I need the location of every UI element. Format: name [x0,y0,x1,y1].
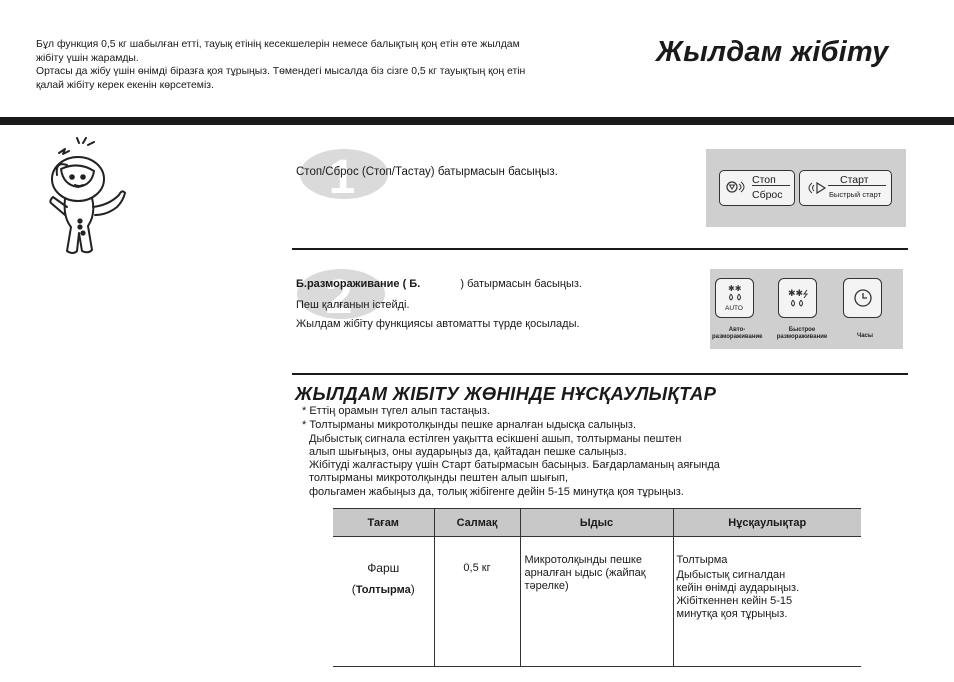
step1-instruction: Стоп/Сброс (Стоп/Тастау) батырмасын басыңыз. [296,166,558,178]
column-header-weight: Салмақ [434,509,520,537]
svg-text:✱✱: ✱✱ [728,284,742,293]
guide-line: толтырманы микротолқынды пештен алып шығып, [309,472,569,484]
step2-instruction [296,278,582,290]
stop-icon [726,180,748,194]
column-header-dish: Ыдыс [520,509,673,537]
quick-start-label: Быстрый старт [829,190,882,199]
instructions-cell: Толтырма Дыбыстық сигналдан кейін өнімді аударыңыз. Жібіткеннен кейін 5-15 минутқа қоя тұрыңыз. [673,537,861,667]
quick-defrost-button[interactable] [778,278,817,318]
step-number-2-badge [293,268,389,320]
clock-button[interactable] [843,278,882,318]
weight-cell: 0,5 кг [434,537,520,667]
guide-title: ЖЫЛДАМ ЖІБІТУ ЖӨНІНДЕ НҰСҚАУЛЫҚТАР [295,383,717,404]
auto-key-label: AUTO [725,305,743,312]
start-button[interactable] [799,170,892,206]
section-divider [292,373,908,375]
start-label: Старт [840,174,869,186]
intro-line: жібіту үшін жарамды. [36,52,139,64]
auto-defrost-button[interactable] [715,278,754,318]
table-header-row [333,509,861,537]
mascot-icon [45,137,155,262]
step2-note: Жылдам жібіту функциясы автоматты түрде қосылады. [296,318,580,330]
defrost-abbrev: ( Б. [402,278,421,290]
guide-line: * Толтырманы микротолқынды пешке арналған ыдысқа салыңыз. [302,419,637,431]
dish-cell: Микротолқынды пешке арналған ыдыс (жайпақ тәрелке) [520,537,673,667]
snowflake-lightning-icon [786,287,812,309]
table-row [333,537,861,667]
column-header-food: Тағам [333,509,434,537]
quick-defrost-label: Быстрое размораживание [776,327,828,340]
defrost-button-name: Б.размораживание [296,278,400,290]
intro-line: Бұл функция 0,5 кг шабылған етті, тауық етінің кесекшелерін немесе балықтың қоң етін өте жылдам [36,39,520,50]
guide-line: Жібітуді жалғастыру үшін Старт батырмасын басыңыз. Бағдарламаның аяғында [309,459,720,471]
svg-text:✱✱: ✱✱ [788,289,804,299]
defrost-table [333,508,861,667]
guide-line: Дыбыстық сигнала естілген уақытта есікшені ашып, толтырманы пештен [309,433,682,445]
step-number: 1 [328,151,356,200]
guide-line: фольгамен жабыңыз да, толық жібігенге дейін 5-15 минутқа қоя тұрыңыз. [309,486,684,498]
intro-text [36,38,636,92]
guide-line: * Еттің орамын түгел алып тастаңыз. [302,405,490,417]
step2-instruction-rest: ) батырмасын басыңыз. [460,278,582,290]
clock-label: Часы [856,333,873,339]
stop-reset-button[interactable] [719,170,795,206]
page-title: Жылдам жібіту [656,36,889,68]
clock-icon [853,288,873,308]
snowflake-drop-icon [724,283,746,303]
intro-line: Ортасы да жібу үшін өнімді біразға қоя тұрыңыз. Төмендегі мысалда біз сізге 0,5 кг тауықтың қоң етін [36,66,526,77]
reset-label: Сброс [752,189,783,201]
start-icon [805,181,827,195]
control-panel-stop-start [706,149,906,227]
intro-line: қалай жібіту керек екенін көрсетеміз. [36,79,214,91]
guide-line: алып шығыңыз, оны аударыңыз да, қайтадан пешке салыңыз. [309,446,627,458]
food-cell: Фарш (Толтырма) [333,537,434,667]
step2-note: Пеш қалғанын істейді. [296,299,410,311]
step-number: 2 [325,271,353,320]
header-divider-bar [0,117,954,125]
step-divider [292,248,908,250]
auto-defrost-label: Авто- размораживание [712,327,763,340]
control-panel-defrost [710,269,903,349]
column-header-instructions: Нұсқаулықтар [673,509,861,537]
stop-label: Стоп [752,174,776,186]
